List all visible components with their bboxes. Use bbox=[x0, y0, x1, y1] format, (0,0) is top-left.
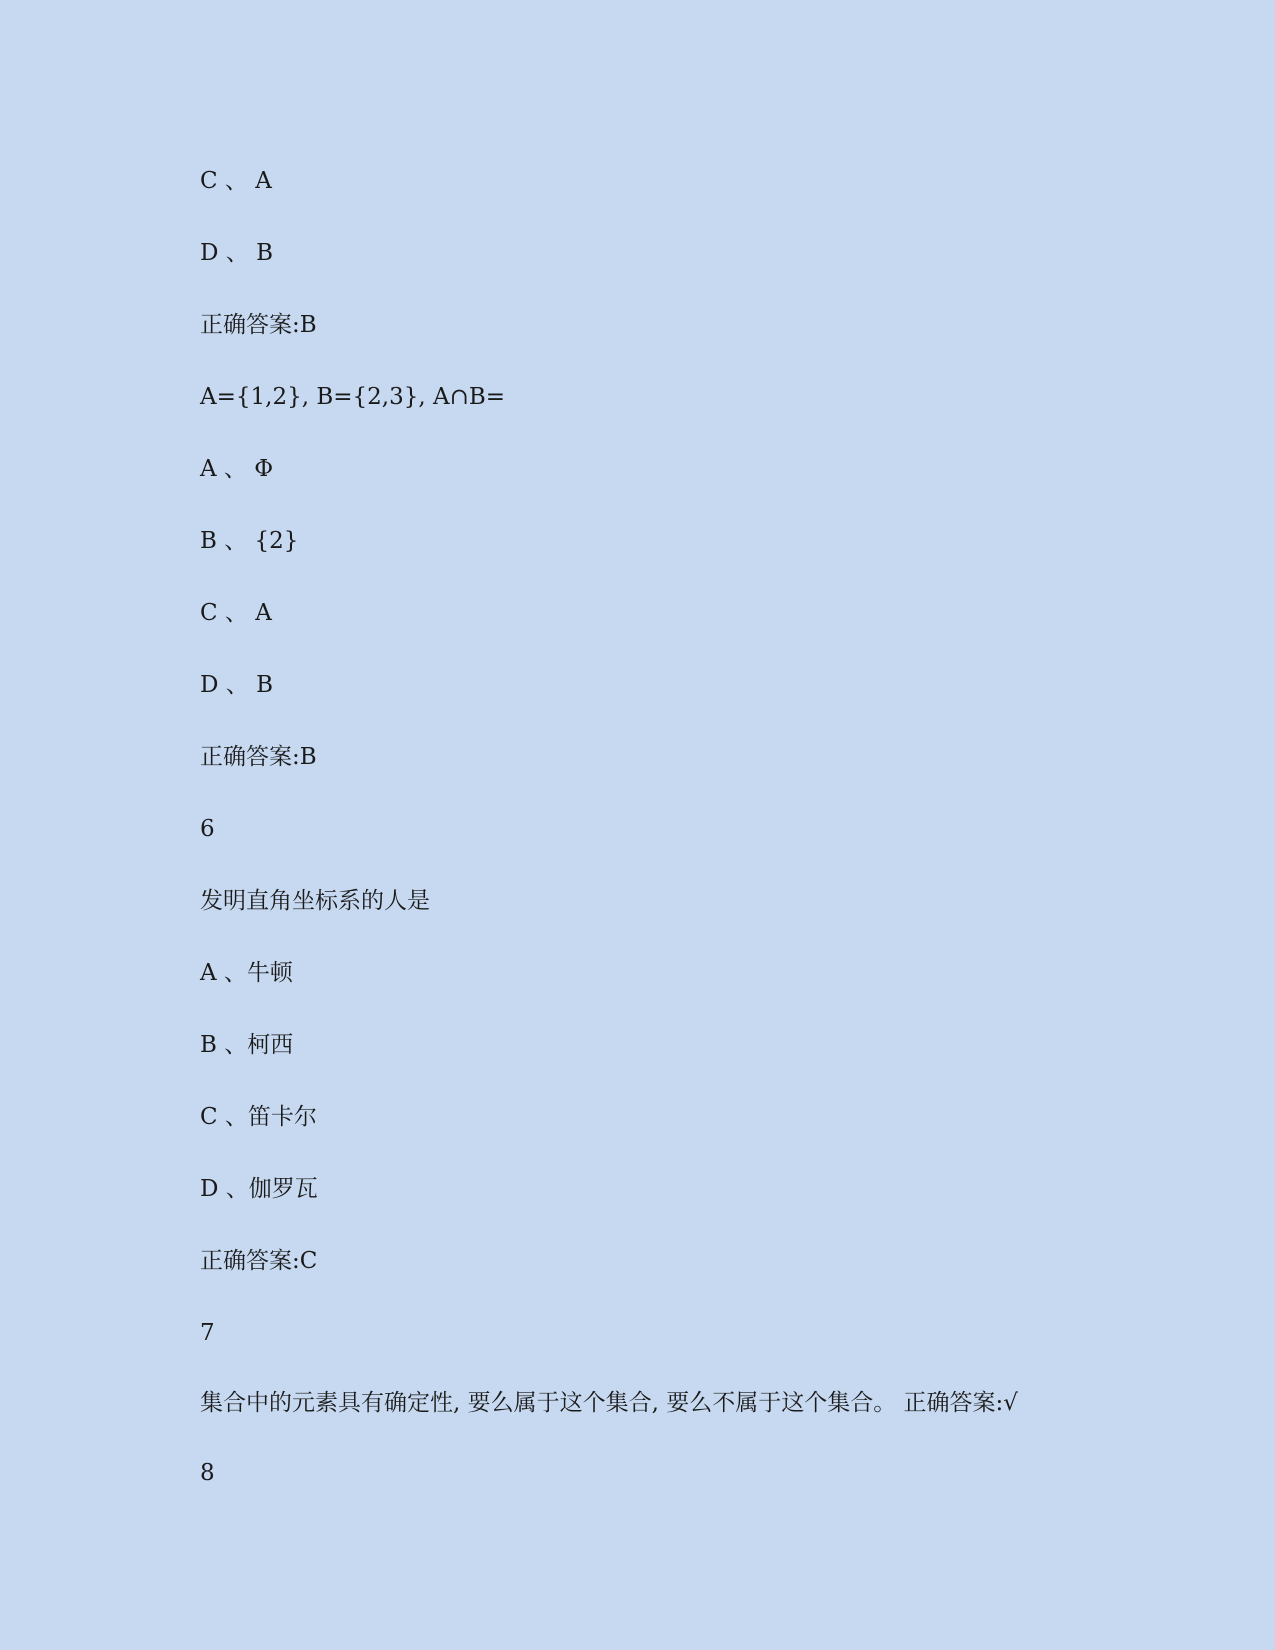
question-text: 发明直角坐标系的人是 bbox=[200, 888, 430, 914]
correct-answer: 正确答案:B bbox=[200, 744, 317, 770]
question-text: A={1,2}, B={2,3}, A∩B= bbox=[200, 384, 506, 410]
correct-answer: 正确答案:B bbox=[200, 312, 317, 338]
option-d: D 、伽罗瓦 bbox=[200, 1176, 318, 1202]
option-c: C 、 A bbox=[200, 168, 272, 194]
question-number: 7 bbox=[200, 1320, 215, 1346]
option-c: C 、 A bbox=[200, 600, 272, 626]
option-c: C 、笛卡尔 bbox=[200, 1104, 317, 1130]
option-a: A 、牛顿 bbox=[200, 960, 293, 986]
option-d: D 、 B bbox=[200, 672, 273, 698]
question-number: 8 bbox=[200, 1460, 215, 1486]
option-d: D 、 B bbox=[200, 240, 273, 266]
option-b: B 、 {2} bbox=[200, 528, 299, 554]
option-a: A 、 Φ bbox=[200, 456, 274, 482]
option-b: B 、柯西 bbox=[200, 1032, 294, 1058]
question-number: 6 bbox=[200, 816, 215, 842]
correct-answer: 正确答案:C bbox=[200, 1248, 318, 1274]
question-text-with-answer: 集合中的元素具有确定性, 要么属于这个集合, 要么不属于这个集合。 正确答案:√ bbox=[200, 1390, 1018, 1416]
